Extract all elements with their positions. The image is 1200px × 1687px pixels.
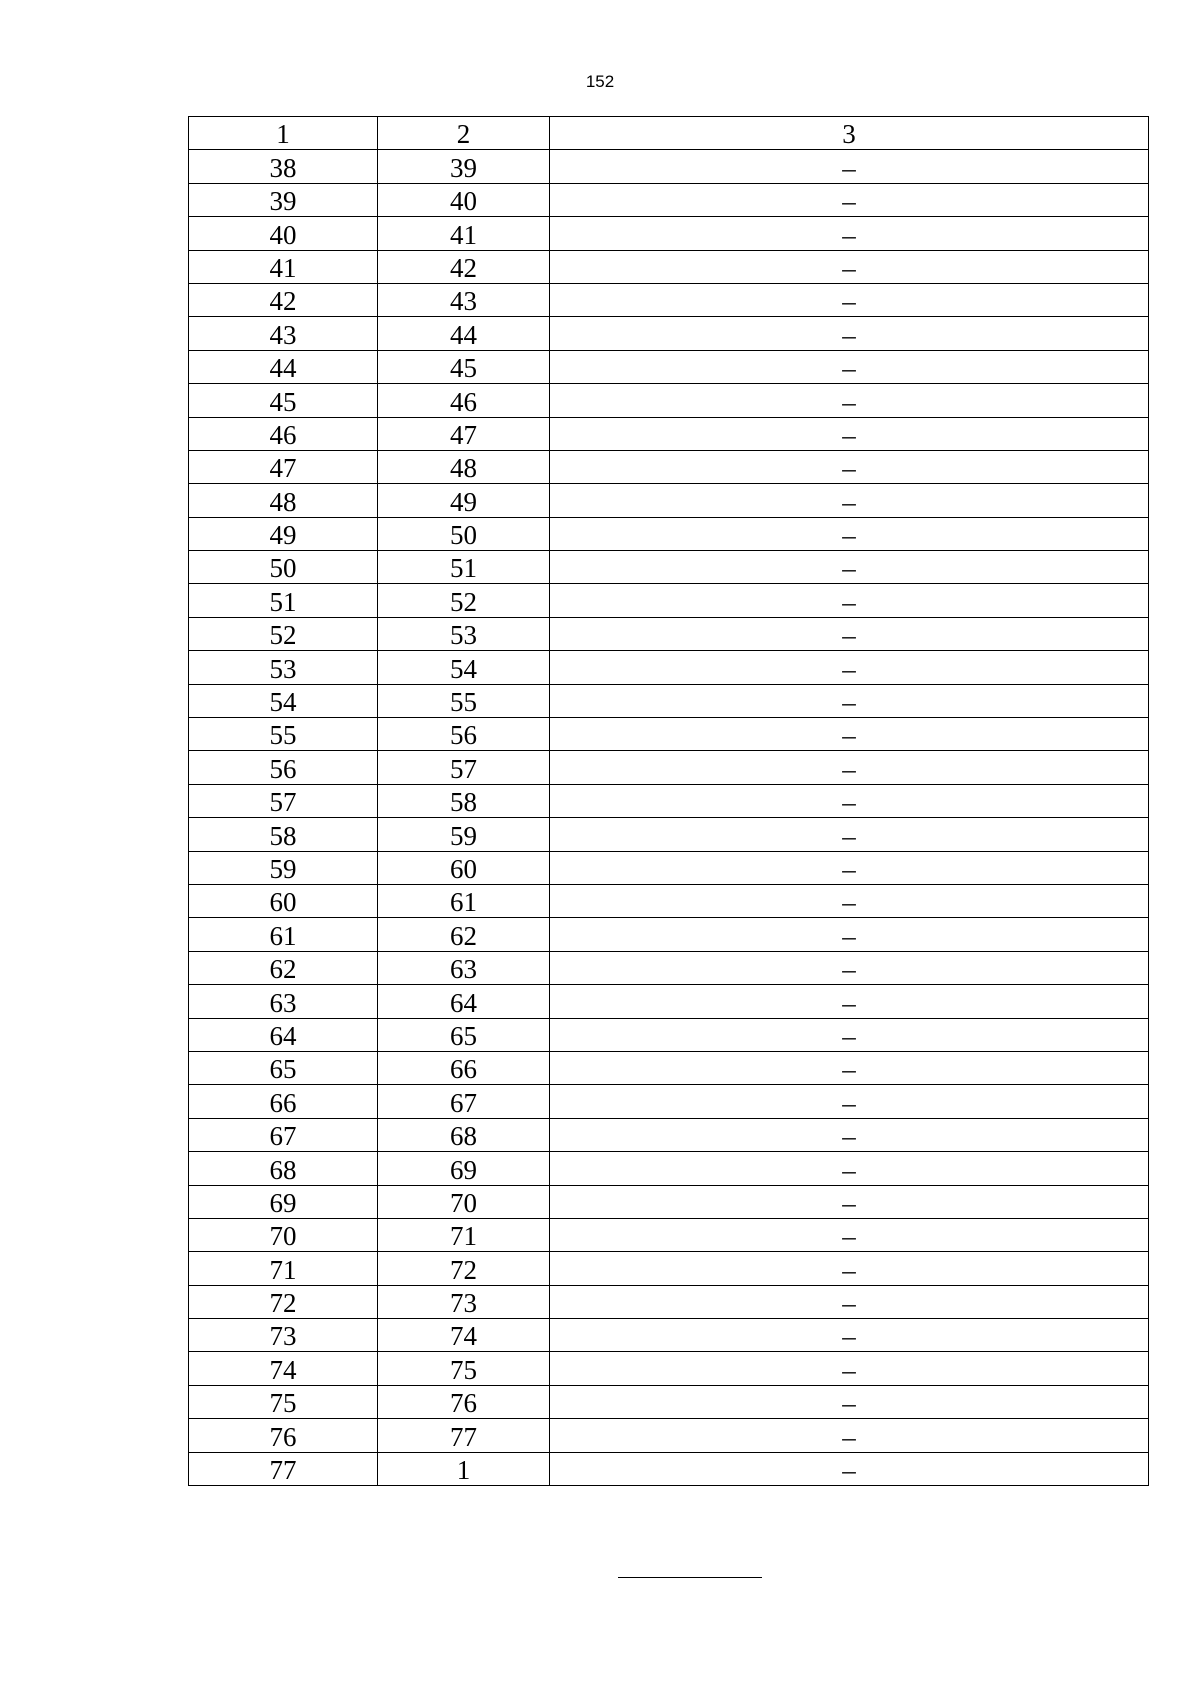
table-cell-col-2: 58 bbox=[378, 784, 550, 817]
table-cell-col-2: 76 bbox=[378, 1385, 550, 1418]
table-cell-col-1: 73 bbox=[189, 1319, 378, 1352]
table-cell-col-2: 41 bbox=[378, 217, 550, 250]
table-cell-col-3: – bbox=[550, 1252, 1149, 1285]
table-cell-col-3: – bbox=[550, 1152, 1149, 1185]
table-cell-col-3: – bbox=[550, 1018, 1149, 1051]
table-row bbox=[189, 651, 1149, 684]
table-cell-col-1: 44 bbox=[189, 350, 378, 383]
table-cell-col-2: 57 bbox=[378, 751, 550, 784]
table-row bbox=[189, 684, 1149, 717]
table-cell-col-3: – bbox=[550, 617, 1149, 650]
table-row bbox=[189, 1452, 1149, 1485]
table-cell-col-3: – bbox=[550, 1118, 1149, 1151]
table-cell-col-3: – bbox=[550, 1218, 1149, 1251]
table-cell-col-1: 51 bbox=[189, 584, 378, 617]
table-row bbox=[189, 384, 1149, 417]
table-cell-col-1: 39 bbox=[189, 183, 378, 216]
table-cell-col-3: – bbox=[550, 183, 1149, 216]
table-row bbox=[189, 1218, 1149, 1251]
table-cell-col-1: 61 bbox=[189, 918, 378, 951]
table-cell-col-2: 45 bbox=[378, 350, 550, 383]
table-cell-col-1: 74 bbox=[189, 1352, 378, 1385]
footer-rule bbox=[618, 1577, 762, 1578]
table-cell-col-2: 48 bbox=[378, 450, 550, 483]
table-row bbox=[189, 517, 1149, 550]
table-cell-col-3: – bbox=[550, 951, 1149, 984]
table-row bbox=[189, 818, 1149, 851]
table-cell-col-3: – bbox=[550, 350, 1149, 383]
table-cell-col-1: 60 bbox=[189, 884, 378, 917]
table-cell-col-3: – bbox=[550, 1185, 1149, 1218]
table-row bbox=[189, 1252, 1149, 1285]
table-cell-col-2: 68 bbox=[378, 1118, 550, 1151]
table-cell-col-2: 51 bbox=[378, 551, 550, 584]
table-row bbox=[189, 317, 1149, 350]
table-cell-col-2: 67 bbox=[378, 1085, 550, 1118]
table-row bbox=[189, 1352, 1149, 1385]
table-cell-col-3: – bbox=[550, 784, 1149, 817]
table-cell-col-3: – bbox=[550, 551, 1149, 584]
table-cell-col-1: 59 bbox=[189, 851, 378, 884]
table-cell-col-3: – bbox=[550, 1352, 1149, 1385]
table-row bbox=[189, 584, 1149, 617]
table-cell-col-3: – bbox=[550, 450, 1149, 483]
table-cell-col-2: 73 bbox=[378, 1285, 550, 1318]
table-cell-col-1: 50 bbox=[189, 551, 378, 584]
table-row bbox=[189, 150, 1149, 183]
table-cell-col-3: – bbox=[550, 718, 1149, 751]
table-cell-col-2: 69 bbox=[378, 1152, 550, 1185]
header-cell-3: 3 bbox=[550, 117, 1149, 150]
table-cell-col-1: 40 bbox=[189, 217, 378, 250]
table-cell-col-1: 52 bbox=[189, 617, 378, 650]
table-row bbox=[189, 985, 1149, 1018]
table-cell-col-3: – bbox=[550, 1419, 1149, 1452]
table-cell-col-2: 64 bbox=[378, 985, 550, 1018]
table-cell-col-2: 40 bbox=[378, 183, 550, 216]
table-cell-col-2: 49 bbox=[378, 484, 550, 517]
table-row bbox=[189, 617, 1149, 650]
table-cell-col-2: 60 bbox=[378, 851, 550, 884]
table-cell-col-3: – bbox=[550, 150, 1149, 183]
table-cell-col-3: – bbox=[550, 1285, 1149, 1318]
table-cell-col-1: 57 bbox=[189, 784, 378, 817]
table-cell-col-1: 71 bbox=[189, 1252, 378, 1285]
table-row bbox=[189, 183, 1149, 216]
table-row bbox=[189, 884, 1149, 917]
table-cell-col-2: 61 bbox=[378, 884, 550, 917]
page-number: 152 bbox=[585, 72, 615, 91]
table-cell-col-2: 54 bbox=[378, 651, 550, 684]
table-row bbox=[189, 1385, 1149, 1418]
table-cell-col-1: 43 bbox=[189, 317, 378, 350]
table-cell-col-3: – bbox=[550, 884, 1149, 917]
table-cell-col-1: 56 bbox=[189, 751, 378, 784]
table-cell-col-2: 1 bbox=[378, 1452, 550, 1485]
table-cell-col-2: 71 bbox=[378, 1218, 550, 1251]
table-cell-col-2: 75 bbox=[378, 1352, 550, 1385]
table-cell-col-2: 39 bbox=[378, 150, 550, 183]
table-cell-col-2: 43 bbox=[378, 283, 550, 316]
table-cell-col-2: 63 bbox=[378, 951, 550, 984]
table-row bbox=[189, 250, 1149, 283]
table-cell-col-1: 67 bbox=[189, 1118, 378, 1151]
table-cell-col-1: 63 bbox=[189, 985, 378, 1018]
table-cell-col-2: 42 bbox=[378, 250, 550, 283]
table-cell-col-1: 55 bbox=[189, 718, 378, 751]
table-cell-col-1: 54 bbox=[189, 684, 378, 717]
table-cell-col-3: – bbox=[550, 1452, 1149, 1485]
table-row bbox=[189, 417, 1149, 450]
table-header-row bbox=[189, 117, 1149, 150]
table-cell-col-1: 49 bbox=[189, 517, 378, 550]
table-cell-col-1: 76 bbox=[189, 1419, 378, 1452]
table-cell-col-2: 70 bbox=[378, 1185, 550, 1218]
table-row bbox=[189, 484, 1149, 517]
table-row bbox=[189, 718, 1149, 751]
header-cell-2: 2 bbox=[378, 117, 550, 150]
table-row bbox=[189, 851, 1149, 884]
table-cell-col-1: 45 bbox=[189, 384, 378, 417]
table-cell-col-1: 70 bbox=[189, 1218, 378, 1251]
table-body bbox=[189, 117, 1149, 1486]
table-cell-col-1: 46 bbox=[189, 417, 378, 450]
table-cell-col-2: 47 bbox=[378, 417, 550, 450]
table-row bbox=[189, 217, 1149, 250]
table-cell-col-2: 55 bbox=[378, 684, 550, 717]
table-cell-col-3: – bbox=[550, 751, 1149, 784]
table-cell-col-2: 77 bbox=[378, 1419, 550, 1452]
data-table bbox=[188, 116, 1149, 1486]
table-row bbox=[189, 1152, 1149, 1185]
table-cell-col-1: 72 bbox=[189, 1285, 378, 1318]
table-cell-col-2: 62 bbox=[378, 918, 550, 951]
table-cell-col-2: 65 bbox=[378, 1018, 550, 1051]
table-row bbox=[189, 350, 1149, 383]
table-cell-col-3: – bbox=[550, 217, 1149, 250]
table-cell-col-1: 65 bbox=[189, 1051, 378, 1084]
table-row bbox=[189, 1085, 1149, 1118]
table-cell-col-3: – bbox=[550, 918, 1149, 951]
table-cell-col-2: 72 bbox=[378, 1252, 550, 1285]
table-row bbox=[189, 918, 1149, 951]
table-cell-col-3: – bbox=[550, 317, 1149, 350]
table-cell-col-3: – bbox=[550, 283, 1149, 316]
table-cell-col-2: 44 bbox=[378, 317, 550, 350]
table-cell-col-1: 47 bbox=[189, 450, 378, 483]
table-row bbox=[189, 1285, 1149, 1318]
table-cell-col-3: – bbox=[550, 1085, 1149, 1118]
table-cell-col-3: – bbox=[550, 484, 1149, 517]
table-cell-col-2: 46 bbox=[378, 384, 550, 417]
table-cell-col-3: – bbox=[550, 851, 1149, 884]
table-cell-col-1: 68 bbox=[189, 1152, 378, 1185]
table-cell-col-2: 50 bbox=[378, 517, 550, 550]
table-cell-col-3: – bbox=[550, 651, 1149, 684]
table-cell-col-1: 66 bbox=[189, 1085, 378, 1118]
table-cell-col-2: 52 bbox=[378, 584, 550, 617]
table-cell-col-1: 58 bbox=[189, 818, 378, 851]
table-cell-col-3: – bbox=[550, 417, 1149, 450]
table-cell-col-3: – bbox=[550, 1319, 1149, 1352]
table-row bbox=[189, 1419, 1149, 1452]
table-row bbox=[189, 784, 1149, 817]
table-cell-col-2: 56 bbox=[378, 718, 550, 751]
table-row bbox=[189, 751, 1149, 784]
table-cell-col-1: 75 bbox=[189, 1385, 378, 1418]
table-row bbox=[189, 1185, 1149, 1218]
table-cell-col-3: – bbox=[550, 517, 1149, 550]
table-row bbox=[189, 1118, 1149, 1151]
table-cell-col-1: 64 bbox=[189, 1018, 378, 1051]
table-cell-col-1: 53 bbox=[189, 651, 378, 684]
table-cell-col-1: 38 bbox=[189, 150, 378, 183]
table-cell-col-1: 41 bbox=[189, 250, 378, 283]
table-cell-col-3: – bbox=[550, 584, 1149, 617]
table-row bbox=[189, 1319, 1149, 1352]
table-row bbox=[189, 450, 1149, 483]
table-row bbox=[189, 1018, 1149, 1051]
table-cell-col-1: 77 bbox=[189, 1452, 378, 1485]
table-cell-col-3: – bbox=[550, 684, 1149, 717]
table-row bbox=[189, 1051, 1149, 1084]
table-cell-col-2: 53 bbox=[378, 617, 550, 650]
table-cell-col-1: 62 bbox=[189, 951, 378, 984]
table-row bbox=[189, 283, 1149, 316]
table-cell-col-2: 74 bbox=[378, 1319, 550, 1352]
table-cell-col-3: – bbox=[550, 985, 1149, 1018]
table-cell-col-1: 48 bbox=[189, 484, 378, 517]
table-cell-col-3: – bbox=[550, 1385, 1149, 1418]
table-cell-col-2: 66 bbox=[378, 1051, 550, 1084]
table-cell-col-1: 42 bbox=[189, 283, 378, 316]
table-row bbox=[189, 551, 1149, 584]
table-row bbox=[189, 951, 1149, 984]
table-cell-col-2: 59 bbox=[378, 818, 550, 851]
table-cell-col-3: – bbox=[550, 384, 1149, 417]
table-cell-col-3: – bbox=[550, 818, 1149, 851]
table-cell-col-3: – bbox=[550, 1051, 1149, 1084]
table-cell-col-1: 69 bbox=[189, 1185, 378, 1218]
table-cell-col-3: – bbox=[550, 250, 1149, 283]
header-cell-1: 1 bbox=[189, 117, 378, 150]
